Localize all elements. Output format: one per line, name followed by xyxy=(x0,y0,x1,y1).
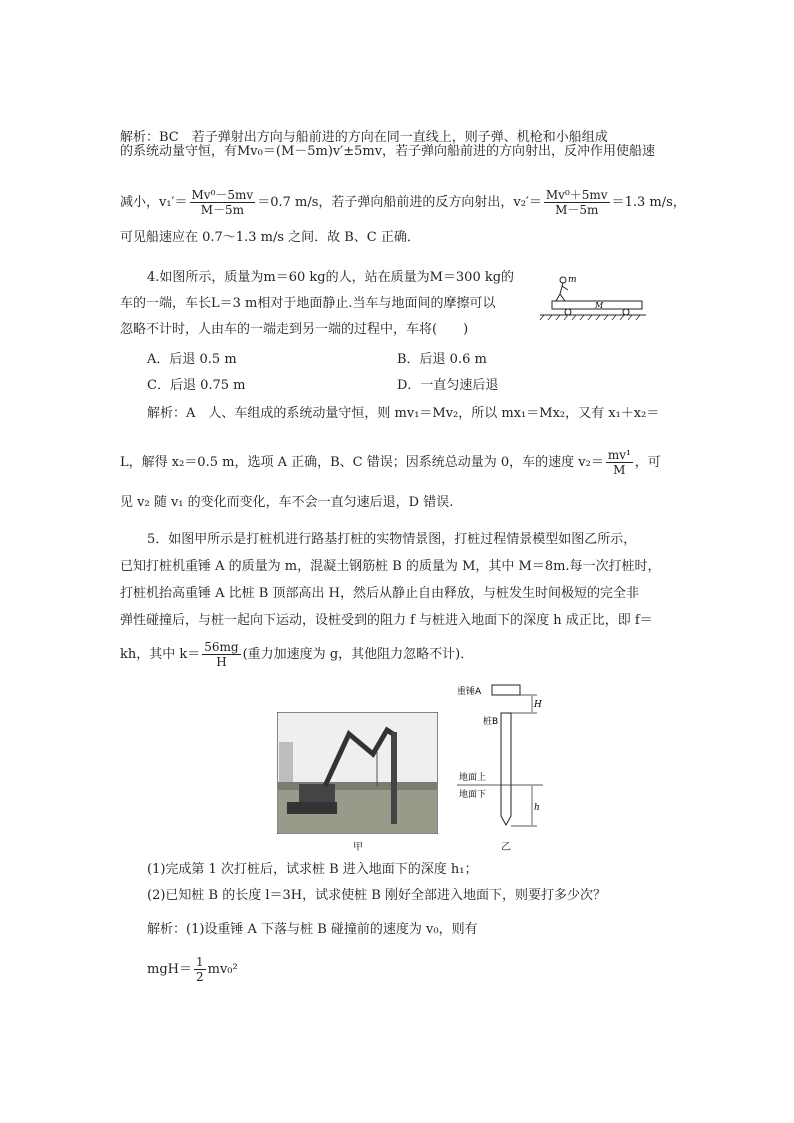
eq-fraction-half xyxy=(194,955,206,984)
photo-pile xyxy=(391,732,397,824)
q5-line2: 已知打桩机重锤 A 的质量为 m，混凝土钢筋桩 B 的质量为 M，其中 M＝8m.每一次打桩时， xyxy=(120,559,661,574)
q4-line1: 4.如图所示，质量为m＝60 kg的人，站在质量为M＝300 kg的 xyxy=(147,270,515,285)
person-body xyxy=(560,283,563,294)
q5-equation xyxy=(147,955,238,984)
q4-line2: 车的一端，车长L＝3 m相对于地面静止.当车与地面间的摩擦可以 xyxy=(120,296,496,311)
q5-frac-num: 56mg xyxy=(204,640,239,654)
q3-fraction-1 xyxy=(190,188,256,217)
photo-sky xyxy=(278,713,437,783)
q3-solution-line3 xyxy=(120,188,686,217)
q3-frac2-den: M－5m xyxy=(555,203,599,217)
q4-option-a: A．后退 0.5 m xyxy=(147,352,237,367)
q3-line3-c: ＝1.3 m/s， xyxy=(611,195,686,210)
q4-line3: 忽略不计时，人由车的一端走到另一端的过程中，车将( ) xyxy=(120,322,469,337)
q3-frac1-den: M－5m xyxy=(200,203,244,217)
q3-frac2-num: Mv⁰＋5mv xyxy=(545,188,608,202)
person-head-icon xyxy=(560,277,566,283)
q5-frac-den: H xyxy=(216,655,227,669)
q4-option-c: C．后退 0.75 m xyxy=(147,378,246,393)
cart-wheel-right-icon xyxy=(623,309,629,315)
pile-schematic xyxy=(455,680,575,830)
label-pile: 桩B xyxy=(483,717,499,727)
eq-right: mv₀² xyxy=(207,962,238,977)
eq-num: 1 xyxy=(196,955,204,969)
q5-line5-a: kh，其中 k＝ xyxy=(120,647,201,662)
q5-line1: 5．如图甲所示是打桩机进行路基打桩的实物情景图，打桩过程情景模型如图乙所示， xyxy=(147,532,637,547)
fig-label-m: m xyxy=(568,275,577,285)
person-arm xyxy=(562,286,568,290)
excavator-track xyxy=(287,802,337,814)
q3-fraction-2 xyxy=(544,188,610,217)
q4-frac-den: M xyxy=(613,463,626,477)
label-h: h xyxy=(534,803,540,813)
q4-option-b: B．后退 0.6 m xyxy=(397,352,487,367)
eq-den: 2 xyxy=(196,970,204,984)
label-above-ground: 地面上 xyxy=(459,773,487,783)
q5-line4: 弹性碰撞后，与桩一起向下运动，设桩受到的阻力 f 与桩进入地面下的深度 h 成正比，即 f＝ xyxy=(120,613,653,628)
ground-hatch xyxy=(540,315,640,320)
q4-solution-line1: 解析：A 人、车组成的系统动量守恒，则 mv₁＝Mv₂，所以 mx₁＝Mx₂，又有 x₁＋x₂＝ xyxy=(147,406,660,421)
q3-line3-b: ＝0.7 m/s，若子弹向船前进的反方向射出，v₂′＝ xyxy=(257,195,542,210)
q4-frac-num: mv¹ xyxy=(607,448,631,462)
photo-building xyxy=(279,742,293,782)
pile-driver-photo xyxy=(277,712,438,834)
cart-wheel-left-icon xyxy=(565,309,571,315)
caption-yi: 乙 xyxy=(501,842,511,853)
q5-line5-b: (重力加速度为 g，其他阻力忽略不计)． xyxy=(242,647,474,662)
q3-solution-line2: 的系统动量守恒，有Mv₀＝(M－5m)v′±5mv，若子弹向船前进的方向射出，反冲作用使船速 xyxy=(120,144,656,159)
hammer-block xyxy=(492,685,520,695)
q5-line5 xyxy=(120,640,473,669)
q3-frac1-num: Mv⁰－5mv xyxy=(191,188,254,202)
caption-jia: 甲 xyxy=(353,842,363,853)
q5-line3: 打桩机抬高重锤 A 比桩 B 顶部高出 H，然后从静止自由释放，与桩发生时间极短的完全非 xyxy=(120,586,639,601)
q4-solution-line2 xyxy=(120,448,661,477)
q3-solution-line4: 可见船速应在 0.7～1.3 m/s 之间．故 B、C 正确． xyxy=(120,230,420,245)
person-leg xyxy=(556,294,560,301)
label-H: H xyxy=(534,700,542,710)
fig-label-M: M xyxy=(595,301,604,310)
excavator-cab xyxy=(299,784,335,802)
q3-line3-a: 减小，v₁′＝ xyxy=(120,195,188,210)
q4-option-d: D．一直匀速后退 xyxy=(397,378,499,393)
person-leg-2 xyxy=(560,294,565,301)
q5-k-fraction xyxy=(202,640,240,669)
pile-body xyxy=(501,713,511,825)
q5-sub1: (1)完成第 1 次打桩后，试求桩 B 进入地面下的深度 h₁； xyxy=(147,862,478,877)
q4-cart-figure xyxy=(538,270,648,326)
q5-sub2: (2)已知桩 B 的长度 l＝3H，试求使桩 B 刚好全部进入地面下，则要打多少次？ xyxy=(147,888,606,903)
eq-left: mgH＝ xyxy=(147,962,192,977)
q4-fraction xyxy=(606,448,633,477)
q3-solution-line1: 解析：BC 若子弹射出方向与船前进的方向在同一直线上，则子弹、机枪和小船组成 xyxy=(120,130,608,145)
q4-sol2-b: ，可 xyxy=(634,455,661,470)
q5-solution-line1: 解析：(1)设重锤 A 下落与桩 B 碰撞前的速度为 v₀，则有 xyxy=(147,922,478,937)
q4-sol2-a: L，解得 x₂＝0.5 m，选项 A 正确，B、C 错误；因系统总动量为 0，车的速度 v₂＝ xyxy=(120,455,604,470)
label-below-ground: 地面下 xyxy=(459,790,487,800)
label-hammer: 重锤A xyxy=(457,687,482,697)
q4-solution-line3: 见 v₂ 随 v₁ 的变化而变化，车不会一直匀速后退，D 错误. xyxy=(120,495,454,510)
